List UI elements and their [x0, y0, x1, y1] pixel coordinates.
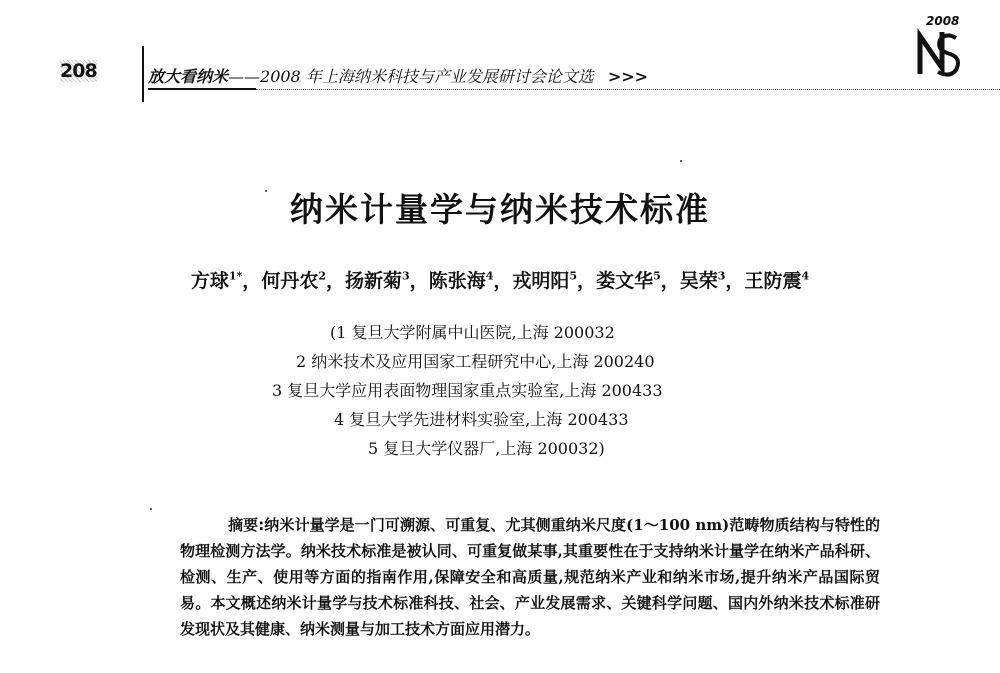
running-title-subtitle: ——2008 年上海纳米科技与产业发展研讨会论文选 — [228, 67, 594, 86]
author-affil-mark: 2 — [318, 269, 326, 283]
running-title-series: 放大看纳米 — [148, 67, 229, 86]
author-name: 方球 — [190, 270, 229, 292]
author-affil-mark: 4 — [801, 269, 810, 283]
affiliation-line: 5 复旦大学仪器厂,上海 200032) — [368, 439, 605, 458]
author-affil-mark: 1* — [228, 269, 243, 283]
logo-year: 2008 — [926, 14, 960, 28]
running-title — [148, 64, 648, 87]
header-rule-solid — [148, 88, 256, 90]
journal-logo — [912, 14, 966, 76]
author-name: 王防震 — [744, 270, 802, 292]
author-affil-mark: 3 — [717, 269, 726, 283]
author-name: 娄文华 — [596, 270, 654, 292]
abstract — [180, 512, 880, 642]
affiliation-line: 4 复旦大学先进材料实验室,上海 200433 — [334, 410, 629, 429]
affiliation-line: 2 纳米技术及应用国家工程研究中心,上海 200240 — [296, 352, 655, 371]
author-name: 吴荣 — [679, 270, 718, 292]
ns-logo-icon — [912, 28, 966, 78]
header-divider — [142, 46, 144, 102]
author-affil-mark: 3 — [402, 269, 410, 283]
author-affil-mark: 4 — [485, 269, 494, 283]
author-affil-mark: 5 — [569, 269, 578, 283]
affiliation-line: (1 复旦大学附属中山医院,上海 200032 — [330, 323, 615, 342]
affiliation-line: 3 复旦大学应用表面物理国家重点实验室,上海 200433 — [272, 381, 663, 400]
page-header — [0, 0, 1000, 100]
running-title-arrows: >>> — [607, 67, 649, 86]
abstract-label: 摘要: — [228, 516, 265, 534]
author-name: 扬新菊 — [345, 270, 403, 292]
author-name: 何丹农 — [261, 270, 319, 292]
author-affil-mark: 5 — [653, 269, 661, 283]
paper-title: 纳米计量学与纳米技术标准 — [290, 190, 710, 229]
page-number: 208 — [60, 60, 97, 82]
abstract-text: 纳米计量学是一门可溯源、可重复、尤其侧重纳米尺度(1～100 nm)范畴物质结构与特性的物理检测方法学。纳米技术标准是被认同、可重复做某事,其重要性在于支持纳米计量学在纳米产品科研、检测、生产、使用等方面的指南作用,保障安全和高质量,规范纳米产业和纳米市场,提升纳米产品国际贸易。本文概述纳米计量学与技术标准科技、社会、产业发展需求、关键科学问题、国内外纳米技术标准研发现状及其健康、纳米测量与加工技术方面应用潜力。 — [180, 516, 881, 638]
author-name: 陈张海 — [428, 270, 486, 292]
author-name: 戎明阳 — [512, 270, 570, 292]
scan-speck — [680, 160, 682, 162]
header-rule-dotted — [256, 89, 1000, 90]
author-list: 方球$^{1*}$，何丹农$^2$，扬新菊$^3$，陈张海$^4$，戎明阳$^5$，娄文华$^5$，吴荣$^3$，王防震$^4$ — [190, 269, 810, 292]
scan-speck — [150, 508, 152, 510]
